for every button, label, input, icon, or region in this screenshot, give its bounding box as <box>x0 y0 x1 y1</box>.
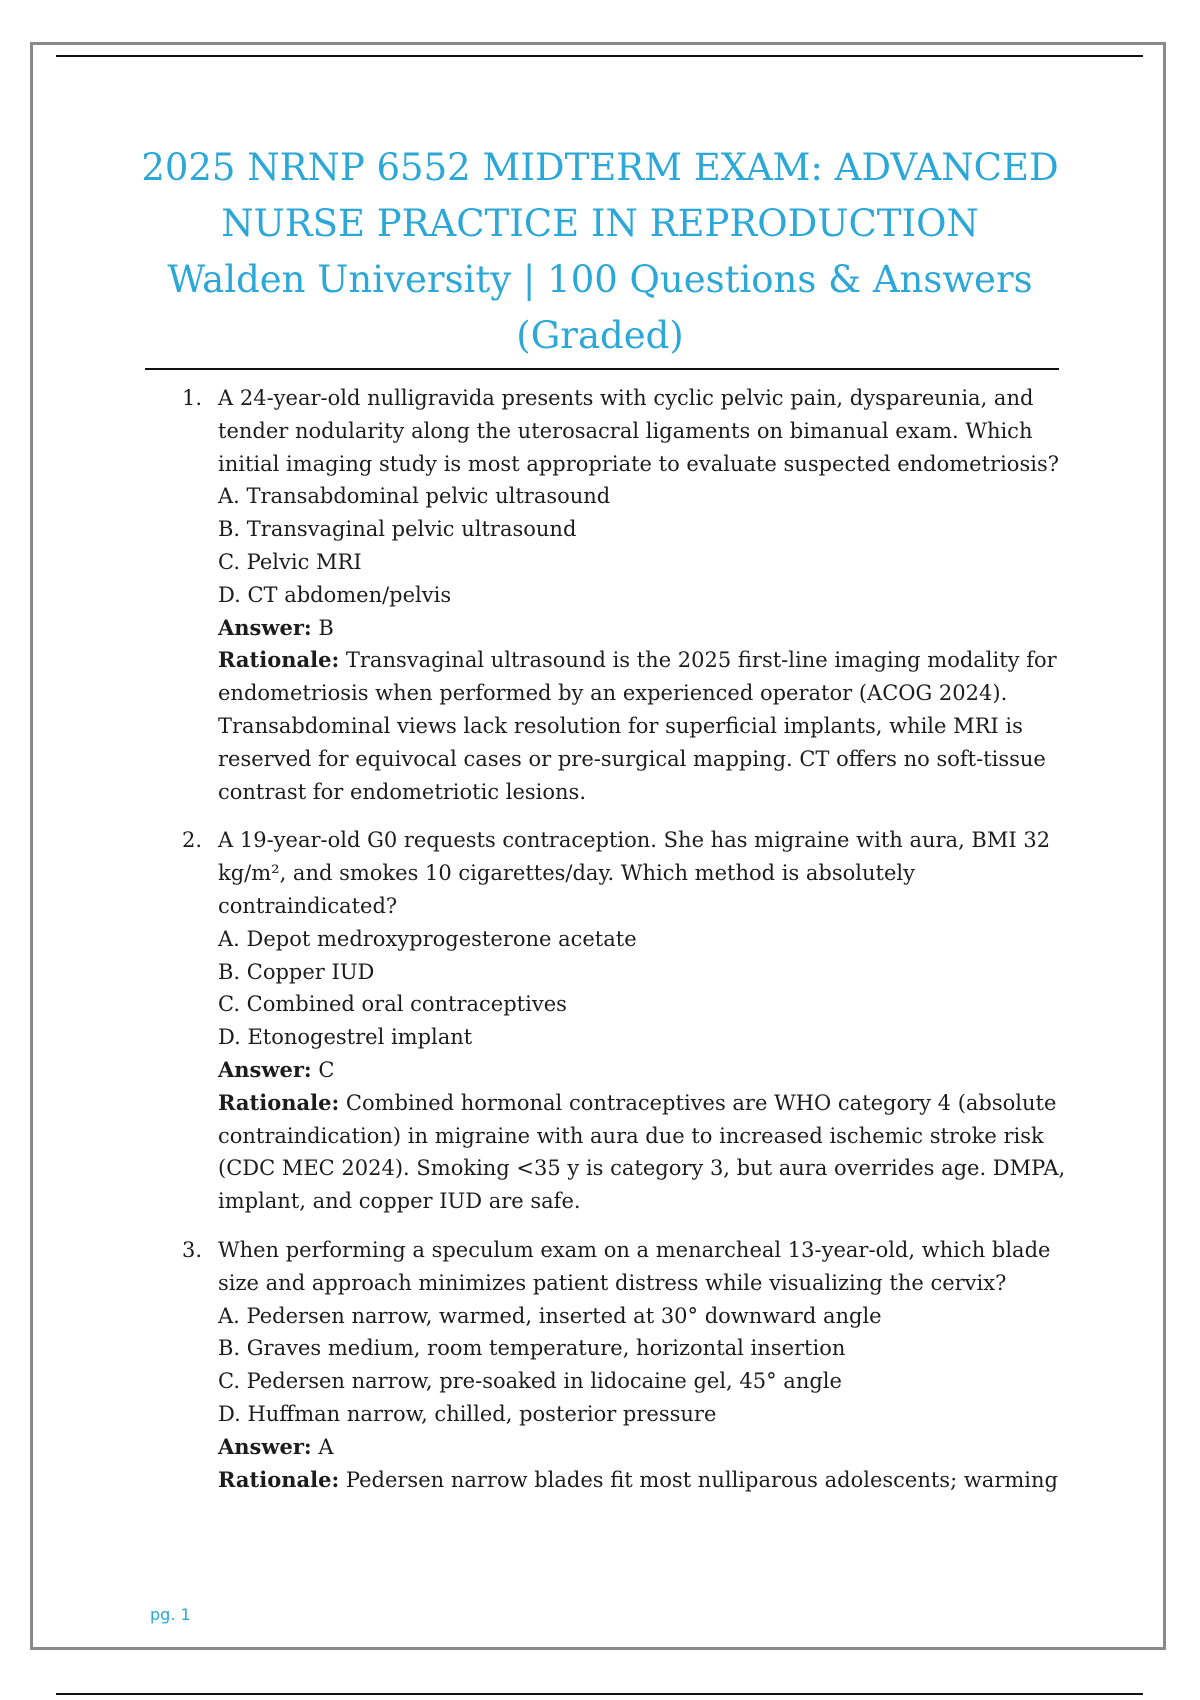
rationale-line: contrast for endometriotic lesions. <box>218 779 587 804</box>
option-a: A. Transabdominal pelvic ultrasound <box>218 484 611 509</box>
answer-line <box>218 1431 1062 1464</box>
answer-line <box>218 1054 1062 1087</box>
option-c: C. Combined oral contraceptives <box>218 992 567 1017</box>
answer-label: Answer: <box>218 1433 312 1459</box>
answer-line <box>218 612 1062 645</box>
rationale-line <box>218 1464 1062 1497</box>
question-stem-line: When performing a speculum exam on a menarcheal 13-year-old, which blade <box>218 1237 1051 1262</box>
answer-value: B <box>318 615 334 640</box>
rationale-label: Rationale: <box>218 1466 340 1492</box>
option-a: A. Pedersen narrow, warmed, inserted at 30° downward angle <box>218 1303 882 1328</box>
answer-label: Answer: <box>218 1056 312 1082</box>
title-divider <box>145 368 1059 370</box>
question-stem-line: kg/m², and smokes 10 cigarettes/day. Which method is absolutely <box>218 861 915 886</box>
document-title <box>100 140 1100 364</box>
rationale-line: contraindication) in migraine with aura due to increased ischemic stroke risk <box>218 1123 1044 1148</box>
option-b: B. Copper IUD <box>218 959 375 984</box>
top-rule <box>56 55 1143 57</box>
page-number: pg. 1 <box>150 1605 191 1624</box>
question-stem-line: tender nodularity along the uterosacral ligaments on bimanual exam. Which <box>218 418 1033 443</box>
rationale-line: implant, and copper IUD are safe. <box>218 1189 581 1214</box>
option-b: B. Transvaginal pelvic ultrasound <box>218 517 577 542</box>
option-d: D. Huffman narrow, chilled, posterior pressure <box>218 1401 717 1426</box>
question-number: 1. <box>182 386 203 410</box>
question-1 <box>182 382 1062 808</box>
answer-label: Answer: <box>218 614 312 640</box>
rationale-line: Transabdominal views lack resolution for superficial implants, while MRI is <box>218 713 1023 738</box>
rationale-label: Rationale: <box>218 647 340 673</box>
question-number: 3. <box>182 1237 203 1262</box>
rationale-line <box>218 644 1062 677</box>
question-stem-line: size and approach minimizes patient distress while visualizing the cervix? <box>218 1270 1007 1295</box>
question-stem-line: A 19-year-old G0 requests contraception. She has migraine with aura, BMI 32 <box>218 828 1051 853</box>
rationale-line <box>218 1087 1062 1120</box>
rationale-text: Transvaginal ultrasound is the 2025 first-line imaging modality for <box>345 648 1057 673</box>
rationale-line: endometriosis when performed by an experienced operator (ACOG 2024). <box>218 681 1008 706</box>
bottom-rule <box>56 1693 1143 1695</box>
title-line-1: 2025 NRNP 6552 MIDTERM EXAM: ADVANCED <box>141 146 1059 189</box>
rationale-text: Combined hormonal contraceptives are WHO category 4 (absolute <box>345 1090 1057 1115</box>
answer-value: C <box>318 1057 335 1082</box>
option-d: D. CT abdomen/pelvis <box>218 582 452 607</box>
title-line-3: Walden University | 100 Questions & Answers <box>167 258 1033 301</box>
rationale-text: Pedersen narrow blades fit most nulliparous adolescents; warming <box>345 1467 1058 1492</box>
option-a: A. Depot medroxyprogesterone acetate <box>218 926 637 951</box>
title-line-4: (Graded) <box>516 314 684 357</box>
title-line-2: NURSE PRACTICE IN REPRODUCTION <box>221 202 979 245</box>
option-b: B. Graves medium, room temperature, horizontal insertion <box>218 1336 846 1361</box>
rationale-line: reserved for equivocal cases or pre-surgical mapping. CT offers no soft-tissue <box>218 746 1046 771</box>
question-stem-line: A 24-year-old nulligravida presents with cyclic pelvic pain, dyspareunia, and <box>218 386 1034 410</box>
question-3 <box>182 1234 1062 1496</box>
rationale-label: Rationale: <box>218 1089 340 1115</box>
question-list <box>182 382 1066 1512</box>
question-2 <box>182 824 1066 1218</box>
rationale-line: (CDC MEC 2024). Smoking <35 y is category 3, but aura overrides age. DMPA, <box>218 1156 1066 1181</box>
answer-value: A <box>318 1434 334 1459</box>
question-stem-line: contraindicated? <box>218 893 398 918</box>
question-stem-line: initial imaging study is most appropriate to evaluate suspected endometriosis? <box>218 451 1059 476</box>
option-d: D. Etonogestrel implant <box>218 1025 473 1050</box>
option-c: C. Pedersen narrow, pre-soaked in lidocaine gel, 45° angle <box>218 1369 842 1394</box>
question-number: 2. <box>182 828 203 853</box>
option-c: C. Pelvic MRI <box>218 549 362 574</box>
